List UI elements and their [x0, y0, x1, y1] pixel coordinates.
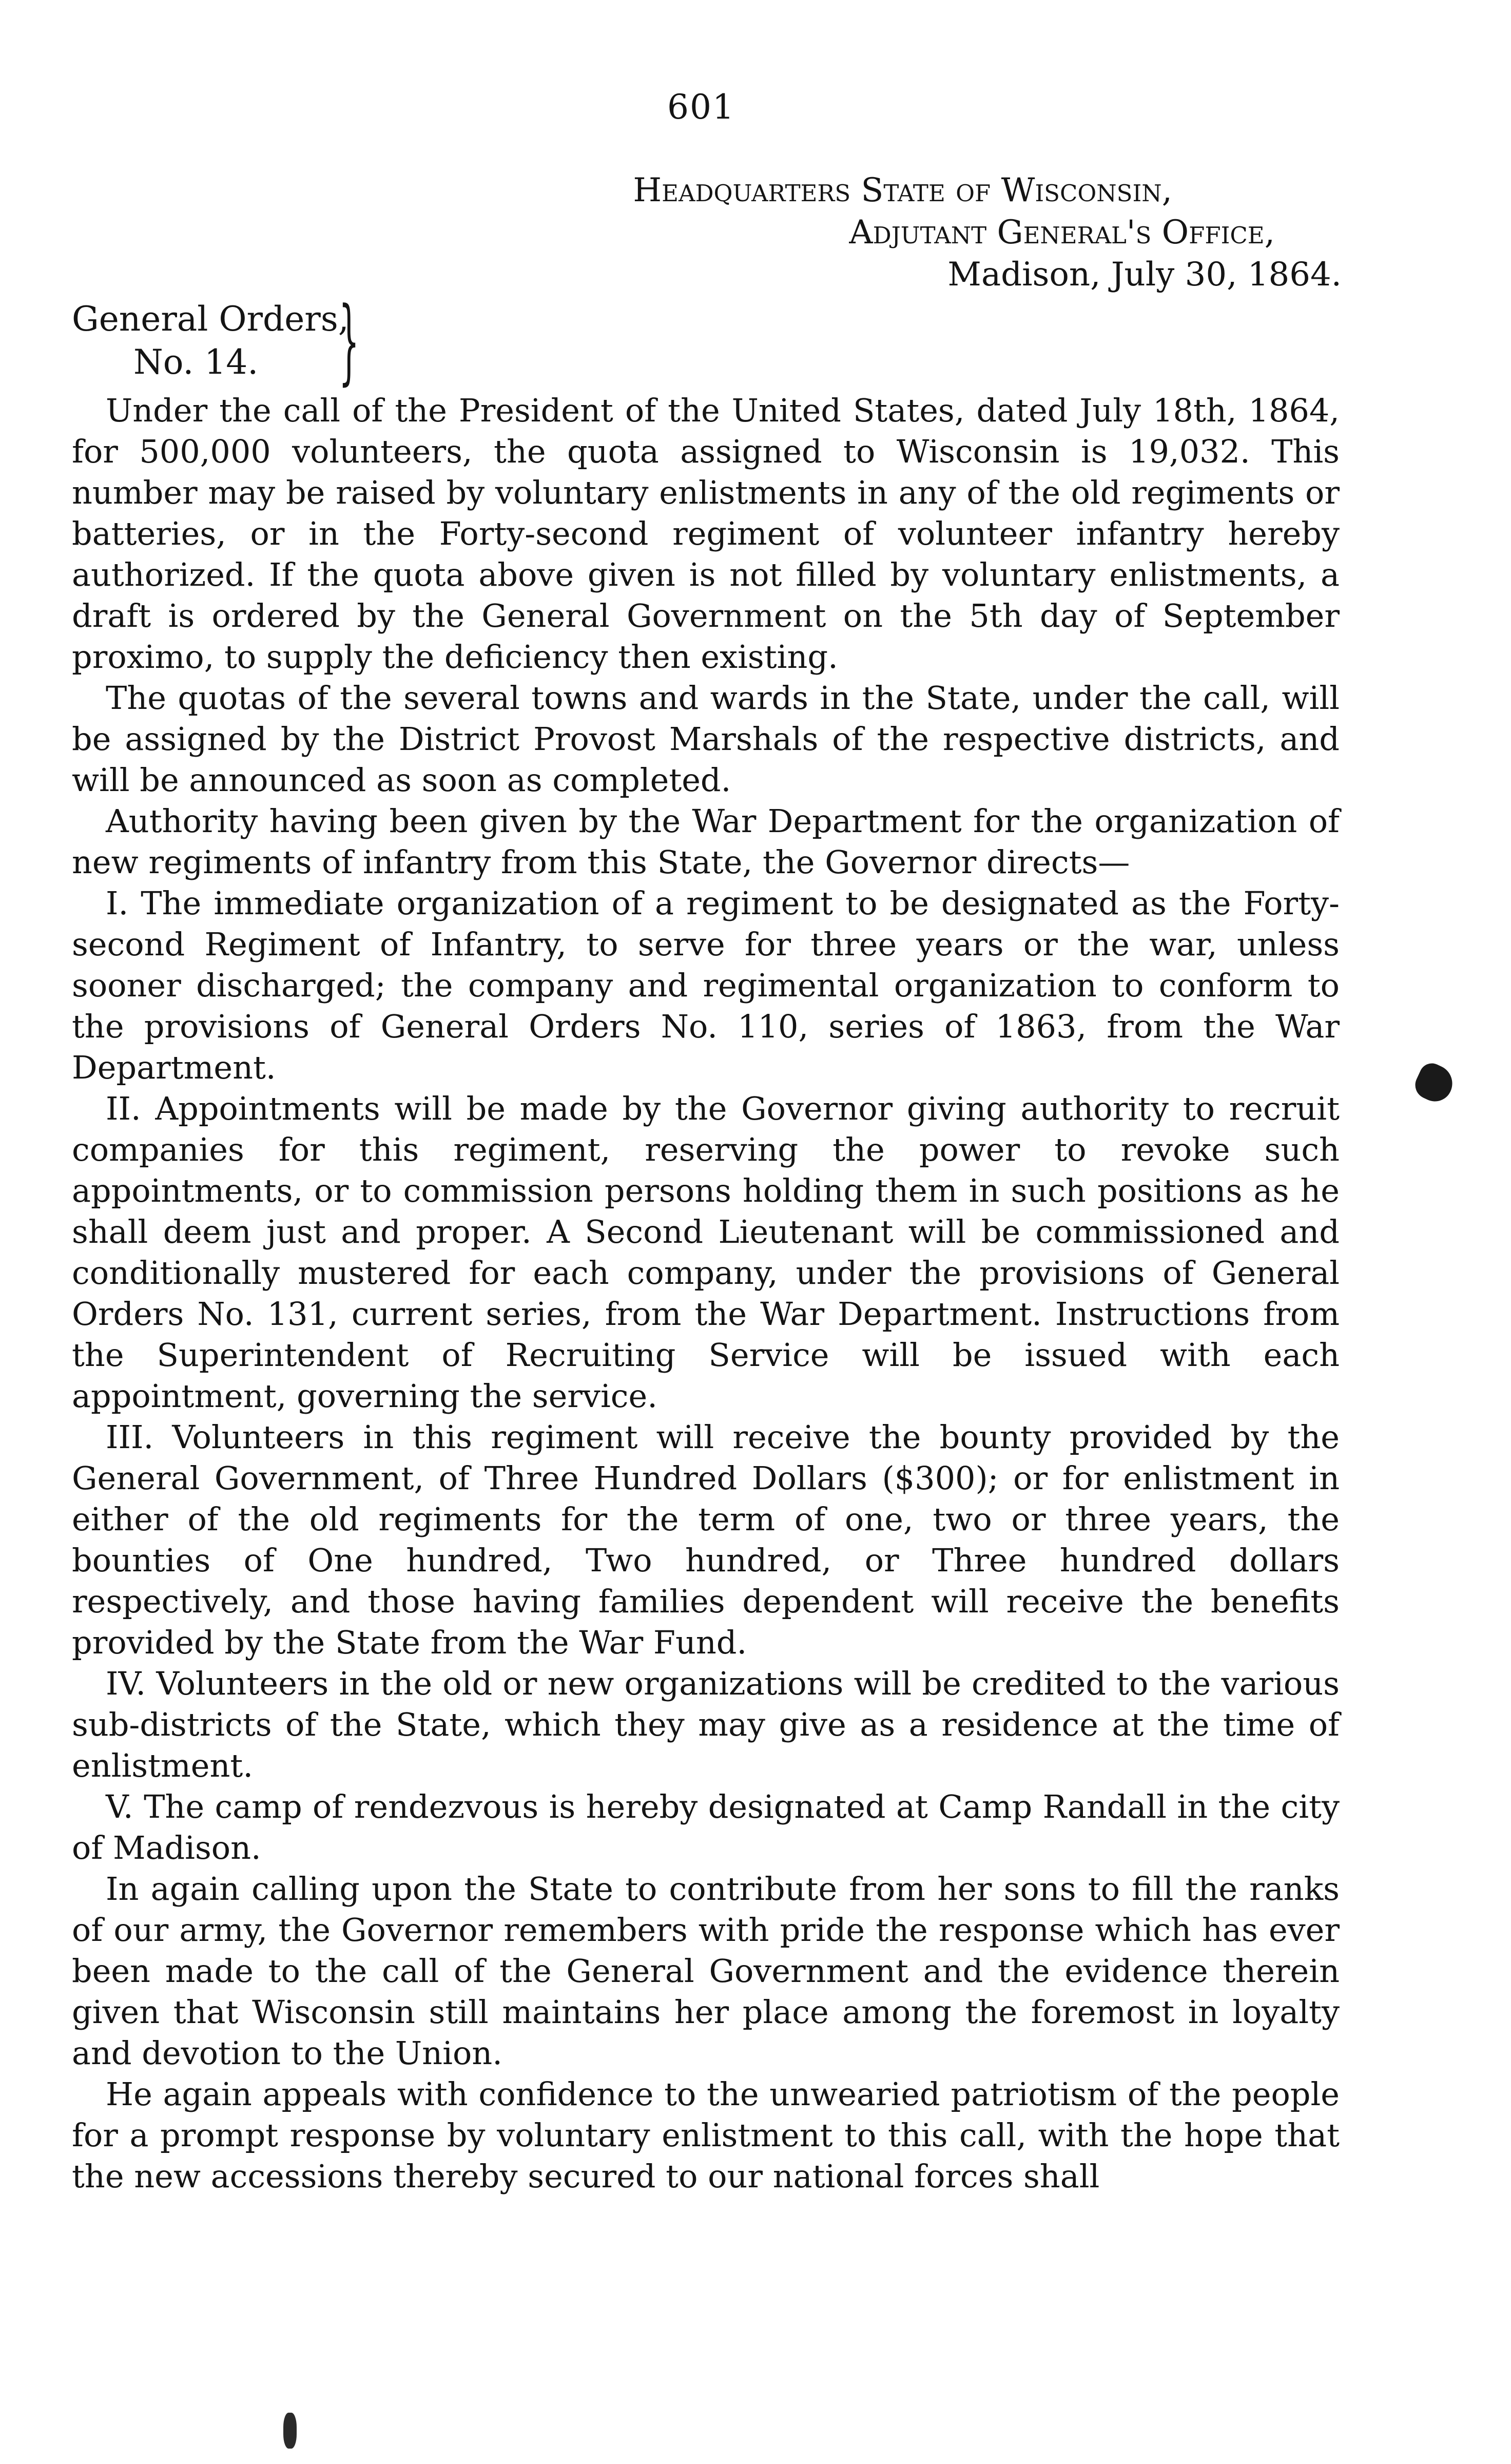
- paragraph: Under the call of the President of the United States, dated July 18th, 1864, for 500,000 volunteers, the quota assigned to Wisconsin is 19,032. This number may be raised by voluntary enlistments in any of the old regiments or batteries, or in the Forty-second regiment of volunteer infantry hereby authorized. If the quota above given is not filled by voluntary enlistments, a draft is ordered by the General Government on the 5th day of September proximo, to supply the deficiency then existing.: [72, 392, 1340, 676]
- ink-blot: [1410, 1059, 1458, 1107]
- paragraph: V. The camp of rendezvous is hereby designated at Camp Randall in the city of Madison.: [72, 1788, 1340, 1866]
- page-number: 601: [667, 87, 735, 127]
- paragraph: The quotas of the several towns and wards in the State, under the call, will be assigned by the District Provost Marshals of the respective districts, and will be announced as soon as completed.: [72, 679, 1340, 799]
- heading-line-3: Madison, July 30, 1864.: [947, 256, 1342, 294]
- paragraph: Authority having been given by the War Department for the organization of new regiments of infantry from this State, the Governor directs—: [72, 802, 1340, 881]
- paragraph: IV. Volunteers in the old or new organizations will be credited to the various sub-districts of the State, which they may give as a residence at the time of enlistment.: [72, 1665, 1340, 1784]
- order-body: [72, 390, 1340, 2197]
- paragraph: In again calling upon the State to contribute from her sons to fill the ranks of our army, the Governor remembers with pride the response which has ever been made to the call of the General Government and the evidence therein given that Wisconsin still maintains her place among the foremost in loyalty and devotion to the Union.: [72, 1870, 1340, 2072]
- letterhead: [633, 169, 1342, 296]
- heading-line-1: Headquarters State of Wisconsin,: [633, 171, 1172, 209]
- paragraph: He again appeals with confidence to the unwearied patriotism of the people for a prompt response by voluntary enlistment to this call, with the hope that the new accessions thereby secured to our national forces shall: [72, 2075, 1340, 2195]
- paragraph: III. Volunteers in this regiment will receive the bounty provided by the General Government, of Three Hundred Dollars ($300); or for enlistment in either of the old regiments for the term of one, two or three years, the bounties of One hundred, Two hundred, or Three hundred dollars respectively, and those having families dependent will receive the benefits provided by the State from the War Fund.: [72, 1418, 1340, 1661]
- heading-line-2: Adjutant General's Office,: [849, 214, 1275, 252]
- ink-mark: [283, 2413, 297, 2449]
- paragraph: II. Appointments will be made by the Governor giving authority to recruit companies for this regiment, reserving the power to revoke such appointments, or to commission persons holding them in such positions as he shall deem just and proper. A Second Lieutenant will be commissioned and conditionally mustered for each company, under the provisions of General Orders No. 131, current series, from the War Department. Instructions from the Superintendent of Recruiting Service will be issued with each appointment, governing the service.: [72, 1090, 1340, 1415]
- paragraph: I. The immediate organization of a regiment to be designated as the Forty-second Regiment of Infantry, to serve for three years or the war, unless sooner discharged; the company and regimental organization to conform to the provisions of General Orders No. 110, series of 1863, from the War Department.: [72, 884, 1340, 1086]
- general-orders-number: No. 14.: [133, 342, 259, 382]
- general-orders-title: General Orders,: [72, 299, 349, 339]
- curly-brace-glyph: }: [339, 287, 360, 395]
- general-orders-label: [72, 298, 349, 384]
